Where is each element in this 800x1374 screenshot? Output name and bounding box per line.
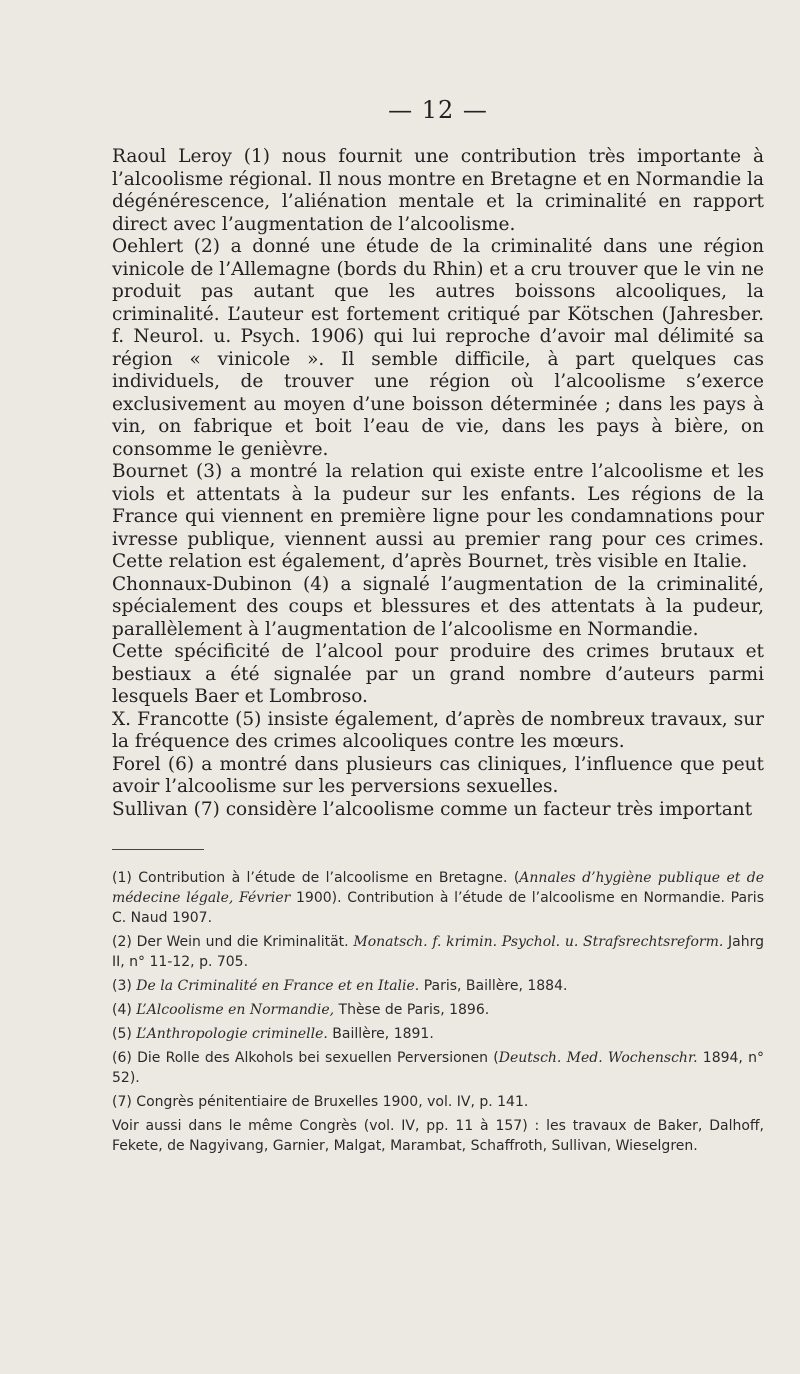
footnote-text: Paris, Baillère, 1884. xyxy=(419,978,568,994)
body-text xyxy=(112,146,764,821)
footnote-text: Congrès pénitentiaire de Bruxelles 1900, vol. IV, p. 141. xyxy=(136,1094,529,1110)
footnote-divider xyxy=(112,849,204,850)
paragraph-leroy: Raoul Leroy (1) nous fournit une contribution très importante à l’alcoolisme régional. Il nous montre en Bretagne et en Normandie la dégénérescence, l’aliénation mentale et la criminalité en rapport direct avec l’augmentation de l’alcoolisme. xyxy=(112,146,764,235)
paragraph-chonnaux-dubinon: Chonnaux-Dubinon (4) a signalé l’augmentation de la criminalité, spécialement des coups et blessures et des attentats à la pudeur, parallèlement à l’augmentation de l’alcoolisme en Normandie. xyxy=(112,573,764,640)
footnote-title: Deutsch. Med. Wochenschr. xyxy=(498,1050,698,1066)
paragraph-bournet: Bournet (3) a montré la relation qui existe entre l’alcoolisme et les viols et attentats à la pudeur sur les enfants. Les régions de la France qui viennent en première ligne pour les condamnations pour ivresse publique, viennent aussi au premier rang pour ces crimes. Cette relation est également, d’après Bournet, très visible en Italie. xyxy=(112,461,764,572)
paragraph-sullivan: Sullivan (7) considère l’alcoolisme comme un facteur très important xyxy=(112,798,753,820)
paragraph-specificite: Cette spécificité de l’alcool pour produire des crimes brutaux et bestiaux a été signalée par un grand nombre d’auteurs parmi lesquels Baer et Lombroso. xyxy=(112,641,764,707)
footnote-text: Der Wein und die Kriminalität. xyxy=(136,934,354,950)
footnote-note xyxy=(112,1116,764,1156)
footnote-number: (6) xyxy=(112,1050,132,1066)
paragraph-forel: Forel (6) a montré dans plusieurs cas cliniques, l’influence que peut avoir l’alcoolisme sur les perversions sexuelles. xyxy=(112,753,764,797)
footnote xyxy=(112,932,764,972)
footnote-number: (4) xyxy=(112,1002,132,1018)
footnote-number: (2) xyxy=(112,934,132,950)
footnote-text: Voir aussi dans le même Congrès (vol. IV, pp. 11 à 157) : les travaux de Baker, Dalhoff, Fekete, de Nagyivang, Garnier, Malgat, Marambat, Schaffroth, Sullivan, Wieselgren. xyxy=(112,1118,764,1154)
footnote xyxy=(112,1024,764,1044)
footnote xyxy=(112,868,764,928)
footnote-title: L’Alcoolisme en Normandie, xyxy=(136,1002,335,1018)
footnote-number: (5) xyxy=(112,1026,132,1042)
footnote xyxy=(112,1000,764,1020)
footnote-number: (1) xyxy=(112,870,132,886)
footnote-text: Baillère, 1891. xyxy=(327,1026,434,1042)
page-number: — 12 — xyxy=(388,96,488,124)
footnote-text: Thèse de Paris, 1896. xyxy=(334,1002,490,1018)
footnote-number: (3) xyxy=(112,978,132,994)
document-page xyxy=(112,96,764,1156)
footnote-title: Monatsch. f. krimin. Psychol. u. Strafsrechtsreform. xyxy=(353,934,724,950)
paragraph-oehlert: Oehlert (2) a donné une étude de la criminalité dans une région vinicole de l’Allemagne (bords du Rhin) et a cru trouver que le vin ne produit pas autant que les autres boissons alcooliques, la criminalité. L’auteur est fortement critiqué par Kötschen (Jahresber. f. Neurol. u. Psych. 1906) qui lui reproche d’avoir mal délimité sa région « vinicole ». Il semble difficile, à part quelques cas individuels, de trouver une région où l’alcoolisme s’exerce exclusivement au moyen d’une boisson déterminée ; dans les pays à vin, on fabrique et boit l’eau de vie, dans les pays à bière, on consomme le genièvre. xyxy=(112,236,764,460)
footnote-title: Annales d’hygiène publique et de médecine légale, Février xyxy=(112,870,764,906)
paragraph-francotte: X. Francotte (5) insiste également, d’après de nombreux travaux, sur la fréquence des crimes alcooliques contre les mœurs. xyxy=(112,708,764,752)
footnote-number: (7) xyxy=(112,1094,132,1110)
footnote xyxy=(112,976,764,996)
footnote-title: L’Anthropologie criminelle. xyxy=(136,1026,328,1042)
footnote xyxy=(112,1092,764,1112)
footnote-text: 1894, n° 52). xyxy=(112,1050,764,1086)
footnote xyxy=(112,1048,764,1088)
footnote-text: Contribution à l’étude de l’alcoolisme en Bretagne. ( xyxy=(138,870,520,886)
footnote-text: 1900). Contribution à l’étude de l’alcoolisme en Normandie. Paris C. Naud 1907. xyxy=(112,890,764,926)
footnote-text: Jahrg II, n° 11-12, p. 705. xyxy=(112,934,765,970)
footnotes xyxy=(112,868,764,1156)
footnote-title: De la Criminalité en France et en Italie. xyxy=(136,978,420,994)
footnote-text: Die Rolle des Alkohols bei sexuellen Perversionen ( xyxy=(137,1050,499,1066)
